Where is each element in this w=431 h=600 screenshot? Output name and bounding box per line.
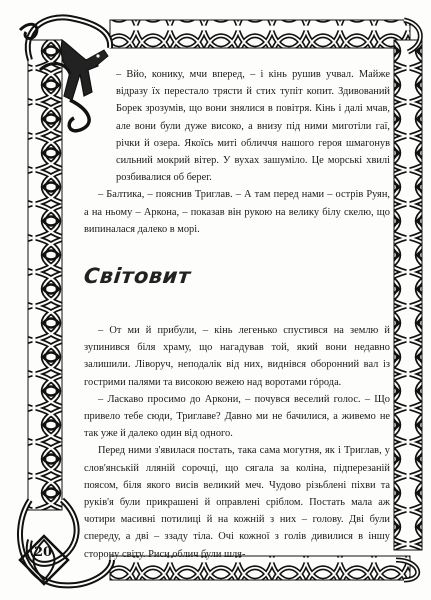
paragraph: – От ми й прибули, – кінь легенько спустився на землю й зупинився біля храму, що нагадував той, який вони недавно залишили. Ліворуч, неподалік від них, виднівся оборонний вал із гострими палями та високою вежею над воротами гóрода. <box>84 325 390 388</box>
paragraph: – Балтика, – пояснив Триглав. – А там перед нами – острів Руян, а на ньому – Аркона, – показав він рукою на велику білу скелю, що випиналася далеко в морі. <box>84 189 390 235</box>
text-block-top <box>84 66 390 238</box>
left-border-band <box>28 40 62 510</box>
paragraph: – Ласкаво просимо до Аркони, – почувся веселий голос. – Що привело тебе сюди, Триглаве? Давно ми не бачилися, а живемо не так уже й далеко один від одного. <box>84 393 390 440</box>
right-border-band <box>394 40 422 550</box>
page-number: 20 <box>34 545 53 560</box>
paragraph: Перед ними з'явилася постать, така сама могутня, як і Триглав, у слов'янській лляній сорочці, що сягала за коліна, підперезаній поясом, біля якого висів великий меч. Чудово різьблені піхви та руків'я були прикрашені й оправлені сріблом. Постать мала аж чотири масивні потилиці й на кожній з них – голову. Дві були спереду, а дві – ззаду тіла. Очі кожної з голів дивилися в іншу сторону світу. Риси облич були шля- <box>84 445 390 560</box>
paragraph: – Вйо, конику, мчи вперед, – і кінь рушив учвал. Майже відразу їх перестало трясти й стих тупіт копит. Здивований Борек зрозумів, що вони знялися в повітря. Кінь і далі мчав, але вони були дуже високо, а внизу під ними миготіли гаї, річки й озера. Якоїсь миті обличчя нашого героя шмагонув сильний мокрий вітер. У вухах зашуміло. Це морські хвилі розбивалися об берег. <box>116 69 390 184</box>
chapter-title: Світовит <box>82 264 192 288</box>
top-border-band <box>110 20 410 48</box>
text-block-bottom <box>84 322 390 563</box>
